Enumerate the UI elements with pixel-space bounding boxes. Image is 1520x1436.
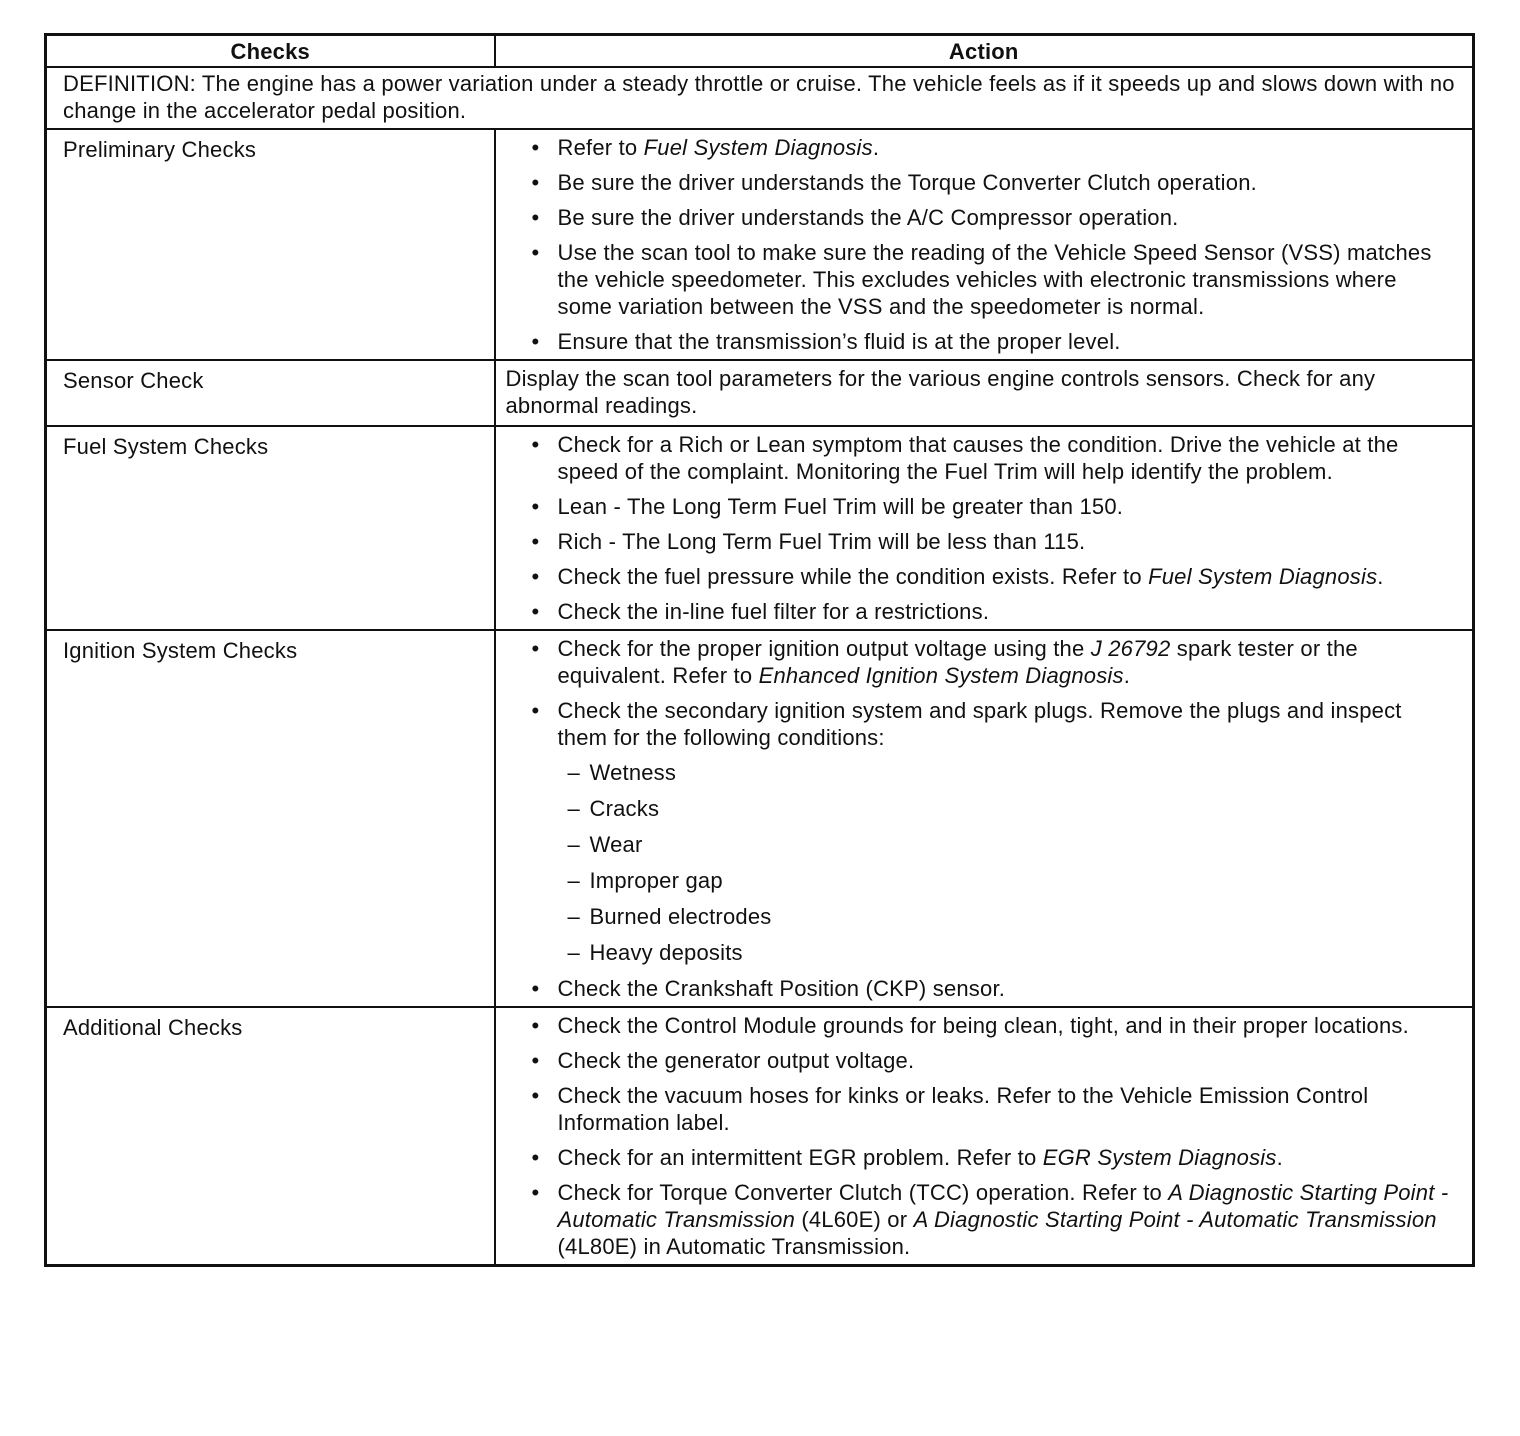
action-cell (495, 630, 1474, 1007)
check-name: Ignition System Checks (46, 630, 495, 1007)
reference-text: A Diagnostic Starting Point - Automatic Transmission (557, 1180, 1449, 1232)
condition-item: – Burned electrodes (590, 903, 1453, 930)
condition-item: – Wear (590, 831, 1453, 858)
header-row (46, 35, 1474, 68)
condition-item: – Cracks (590, 795, 1453, 822)
action-item: • Ensure that the transmission’s fluid is at the proper level. (558, 328, 1453, 355)
action-cell (495, 360, 1474, 426)
action-cell (495, 426, 1474, 630)
action-item: • Check the vacuum hoses for kinks or leaks. Refer to the Vehicle Emission Control Information label. (558, 1082, 1453, 1136)
action-item: • Check for Torque Converter Clutch (TCC) operation. Refer to A Diagnostic Starting Point - Automatic Transmission (4L60E) or A Diagnostic Starting Point - Automatic Transmission (4L80E) in Automatic Transmission. (558, 1179, 1453, 1260)
definition-row (46, 67, 1474, 129)
tool-reference: J 26792 (1090, 636, 1171, 661)
table-row (46, 426, 1474, 630)
table-row (46, 360, 1474, 426)
diagnostic-table (44, 33, 1475, 1267)
action-item: • Be sure the driver understands the A/C Compressor operation. (558, 204, 1453, 231)
check-name: Preliminary Checks (46, 129, 495, 360)
action-item: • Check for the proper ignition output voltage using the J 26792 spark tester or the equivalent. Refer to Enhanced Ignition System Diagnosis. (558, 635, 1453, 689)
action-item: • Lean - The Long Term Fuel Trim will be greater than 150. (558, 493, 1453, 520)
action-list (506, 1012, 1453, 1260)
action-item: • Rich - The Long Term Fuel Trim will be less than 115. (558, 528, 1453, 555)
definition-text: DEFINITION: The engine has a power variation under a steady throttle or cruise. The vehicle feels as if it speeds up and slows down with no change in the accelerator pedal position. (46, 67, 1474, 129)
action-list (506, 134, 1453, 355)
action-item: • Refer to Fuel System Diagnosis. (558, 134, 1453, 161)
action-item: • Check the Control Module grounds for being clean, tight, and in their proper locations. (558, 1012, 1453, 1039)
reference-text: Fuel System Diagnosis (1148, 564, 1378, 589)
condition-item: – Improper gap (590, 867, 1453, 894)
action-item: • Check the secondary ignition system and spark plugs. Remove the plugs and inspect them for the following conditions: – Wetness – Cracks – Wear – Improper gap – Burned electrodes – Heavy deposits (558, 697, 1453, 966)
reference-text: Enhanced Ignition System Diagnosis (758, 663, 1124, 688)
action-cell (495, 1007, 1474, 1266)
reference-text: EGR System Diagnosis (1042, 1145, 1277, 1170)
check-name: Sensor Check (46, 360, 495, 426)
action-item: • Check for an intermittent EGR problem. Refer to EGR System Diagnosis. (558, 1144, 1453, 1171)
action-item: • Be sure the driver understands the Torque Converter Clutch operation. (558, 169, 1453, 196)
action-cell (495, 129, 1474, 360)
table-row (46, 1007, 1474, 1266)
condition-list (558, 759, 1453, 966)
table-row (46, 129, 1474, 360)
action-item: • Use the scan tool to make sure the reading of the Vehicle Speed Sensor (VSS) matches the vehicle speedometer. This excludes vehicles with electronic transmissions where some variation between the VSS and the speedometer is normal. (558, 239, 1453, 320)
action-item: • Check for a Rich or Lean symptom that causes the condition. Drive the vehicle at the speed of the complaint. Monitoring the Fuel Trim will help identify the problem. (558, 431, 1453, 485)
reference-text: Fuel System Diagnosis (643, 135, 873, 160)
check-name: Additional Checks (46, 1007, 495, 1266)
action-text: Display the scan tool parameters for the various engine controls sensors. Check for any abnormal readings. (505, 366, 1376, 418)
condition-item: – Heavy deposits (590, 939, 1453, 966)
table-row (46, 630, 1474, 1007)
action-column-header: Action (495, 35, 1474, 68)
action-list (506, 635, 1453, 1002)
action-item: • Check the Crankshaft Position (CKP) sensor. (558, 975, 1453, 1002)
action-item: • Check the generator output voltage. (558, 1047, 1453, 1074)
checks-column-header: Checks (46, 35, 495, 68)
reference-text: A Diagnostic Starting Point - Automatic Transmission (913, 1207, 1437, 1232)
action-item: • Check the fuel pressure while the condition exists. Refer to Fuel System Diagnosis. (558, 563, 1453, 590)
action-list (506, 431, 1453, 625)
check-name: Fuel System Checks (46, 426, 495, 630)
condition-item: – Wetness (590, 759, 1453, 786)
diagnostic-table-container (44, 33, 1472, 1267)
action-item: • Check the in-line fuel filter for a restrictions. (558, 598, 1453, 625)
